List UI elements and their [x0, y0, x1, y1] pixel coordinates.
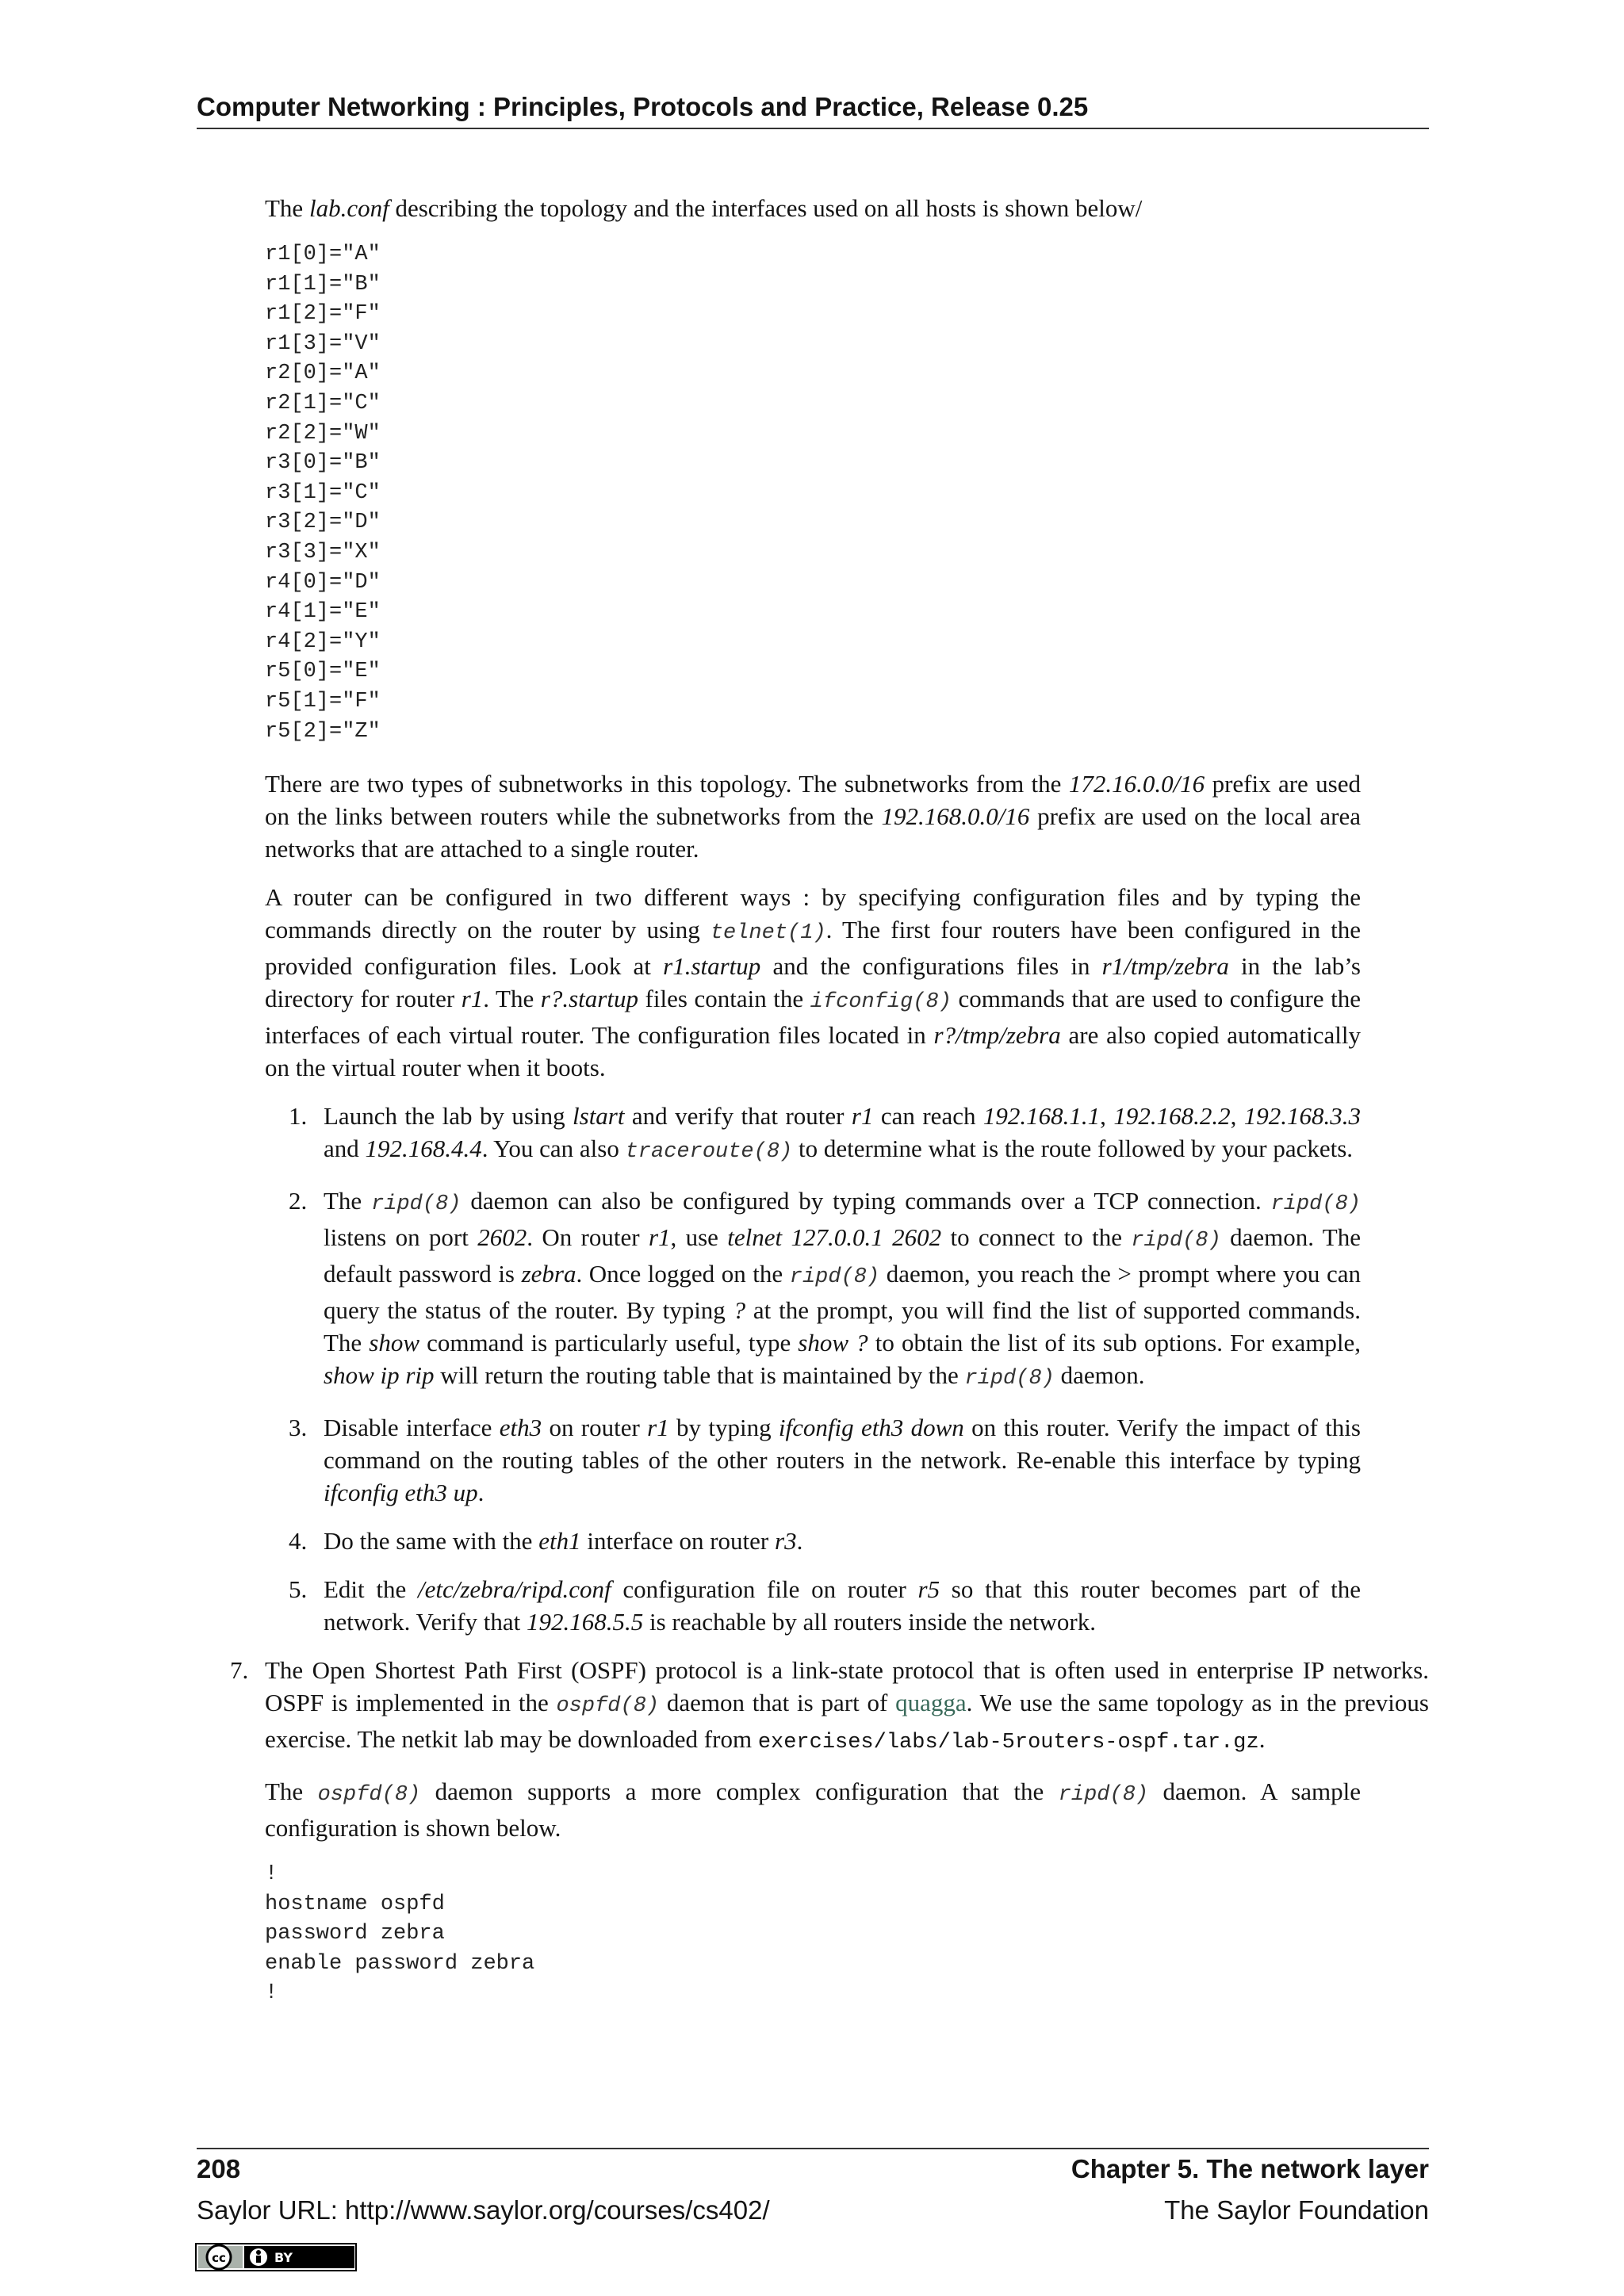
list-item-number: 4. [289, 1527, 308, 1556]
traceroute-manpage-ref: traceroute(8) [625, 1140, 793, 1165]
footer-top [197, 2152, 1429, 2187]
list-item-number: 1. [289, 1102, 308, 1131]
list-item-number: 7. [230, 1656, 249, 1685]
list-item: 3. Disable interface eth3 on router r1 by typing ifconfig eth3 down on this router. Verify the impact of this command on the routing tables of the other routers in the network. Re-enable this interface by typing ifconfig eth3 up. [265, 1411, 1361, 1509]
saylor-url[interactable]: Saylor URL: http://www.saylor.org/courses/cs402/ [197, 2195, 770, 2225]
list-item: 5. Edit the /etc/zebra/ripd.conf configuration file on router r5 so that this router becomes part of the network. Verify that 192.168.5.5 is reachable by all routers inside the network. [265, 1573, 1361, 1638]
exercise-7: 7. The Open Shortest Path First (OSPF) protocol is a link-state protocol that is often used in enterprise IP networks. OSPF is implemented in the ospfd(8) daemon that is part of quagga. We use the same topology as in the previous exercise. The netkit lab may be downloaded from exercises/labs/lab-5routers-ospf.tar.gz. The ospfd(8) daemon supports a more complex configuration that the ripd(8) daemon. A sample configuration is shown below. ! hostname ospfd password zebra enable password zebra ! [265, 1654, 1429, 2009]
configuration-paragraph: A router can be configured in two different ways : by specifying configuration files and by typing the commands directly on the router by using telnet(1). The first four routers have been configured in the provided configuration files. Look at r1.startup and the configurations files in r1/tmp/zebra in the lab’s directory for router r1. The r?.startup files contain the ifconfig(8) commands that are used to configure the interfaces of each virtual router. The configuration files located in r?/tmp/zebra are also copied automatically on the virtual router when it boots. [265, 883, 1362, 1082]
footer-bottom [197, 2193, 1429, 2228]
saylor-foundation: The Saylor Foundation [1164, 2195, 1429, 2225]
telnet-manpage-ref: telnet(1) [710, 921, 826, 946]
ifconfig-manpage-ref: ifconfig(8) [810, 990, 952, 1015]
svg-text:BY: BY [274, 2250, 293, 2265]
quagga-link[interactable]: quagga [895, 1689, 967, 1717]
list-item: 2. The ripd(8) daemon can also be configured by typing commands over a TCP connection. ripd(8) listens on port 2602. On router r1, use telnet 127.0.0.1 2602 to connect to the ripd(8) daemon. The default password is zebra. Once logged on the ripd(8) daemon, you reach the > prompt where you can query the status of the router. By typing ? at the prompt, you will find the list of supported commands. The show command is particularly useful, type show ? to obtain the list of its sub options. For example, show ip rip will return the routing table that is maintained by the ripd(8) daemon. [265, 1184, 1361, 1395]
subnets-paragraph: There are two types of subnetworks in this topology. The subnetworks from the 172.16.0.0/16 prefix are used on the links between routers while the subnetworks from the 192.168.0.0/16 prefix are used on the local area networks that are attached to a single router. [265, 770, 1361, 863]
lab-conf-filename: lab.conf [308, 194, 389, 222]
intro-paragraph: The lab.conf describing the topology and the interfaces used on all hosts is shown below/ [265, 194, 1143, 222]
list-item: 4. Do the same with the eth1 interface on router r3. [265, 1525, 1361, 1557]
page-number: 208 [197, 2154, 241, 2183]
list-item-number: 5. [289, 1575, 308, 1604]
lab-conf-listing: r1[0]="A" r1[1]="B" r1[2]="F" r1[3]="V" r2[0]="A" r2[1]="C" r2[2]="W" r3[0]="B" r3[1]="C" r3[2]="D" r3[3]="X" r4[0]="D" r4[1]="E" r4[2]="Y" r5[0]="E" r5[1]="F" r5[2]="Z" [265, 243, 381, 744]
list-item: 1. Launch the lab by using lstart and verify that router r1 can reach 192.168.1.1, 192.168.2.2, 192.168.3.3 and 192.168.4.4. You can also traceroute(8) to determine what is the route followed by your packets. [265, 1100, 1361, 1169]
footer-rule [197, 2148, 1429, 2149]
header-rule [197, 128, 1429, 129]
svg-text:cc: cc [212, 2251, 226, 2265]
page-content [230, 192, 1429, 2030]
exercise-steps [265, 1100, 1361, 1638]
running-header: Computer Networking : Principles, Protocols and Practice, Release 0.25 [197, 92, 1089, 121]
chapter-title: Chapter 5. The network layer [1071, 2154, 1429, 2183]
ospfd-config-listing: ! hostname ospfd password zebra enable password zebra ! [265, 1862, 535, 2006]
lab-archive-path: exercises/labs/lab-5routers-ospf.tar.gz [757, 1731, 1259, 1755]
cc-by-license-badge [195, 2243, 357, 2271]
list-item-number: 3. [289, 1414, 308, 1442]
list-item-number: 2. [289, 1187, 308, 1215]
